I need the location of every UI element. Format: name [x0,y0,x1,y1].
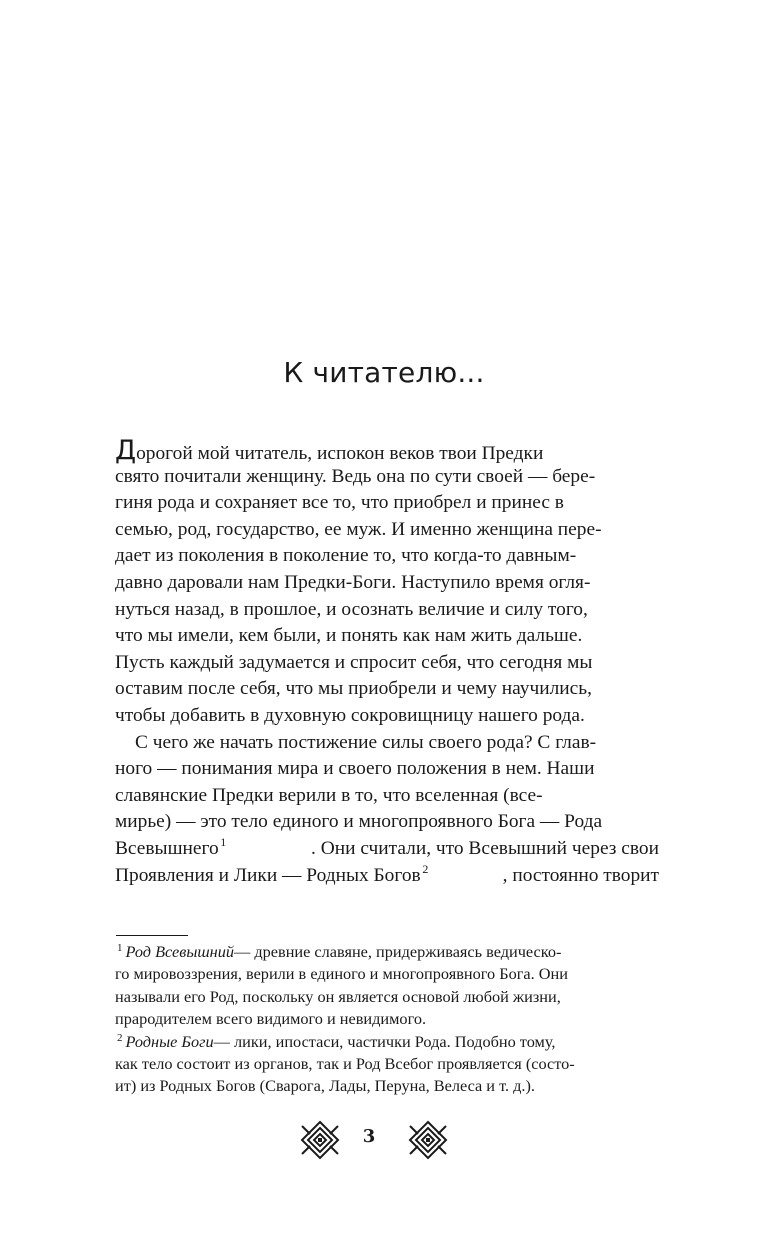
footnote-line: прародителем всего видимого и невидимого. [115,1009,427,1029]
footnotes [115,941,659,1098]
slavic-knot-ornament-icon [298,1118,342,1162]
text-line: свято почитали женщину. Ведь она по сути своей — бере- [115,465,596,487]
text-line: Дорогой мой читатель, испокон веков твои Предки [115,435,544,466]
footnote-2: 2 Родные Боги— лики, ипостаси, частички Рода. Подобно тому, [117,1031,556,1051]
footnote-term: Род Всевышний [125,942,235,961]
footnote-line: ит) из Родных Богов (Сварога, Лады, Перуна, Велеса и т. д.). [115,1076,535,1096]
text-line: С чего же начать постижение силы своего рода? С глав- [135,731,597,753]
text-line: нуться назад, в прошлое, и осознать величие и силу того, [115,598,588,620]
text-line: давно даровали нам Предки-Боги. Наступило время огля- [115,571,591,593]
footnote-1: 1 Род Всевышний— древние славяне, придерживаясь ведическо- [117,942,562,961]
text-line: Проявления и Лики — Родных Богов $^2$ , постоянно творит [115,861,659,886]
footnote-line: го мировоззрения, верили в единого и многопроявного Бога. Они [115,964,568,984]
text-line: славянские Предки верили в то, что вселенная (все- [115,784,543,806]
footnote-term: Родные Боги [125,1031,214,1051]
text-line: что мы имели, кем были, и понять как нам жить дальше. [115,625,583,647]
text-line: дает из поколения в поколение то, что когда-то давным- [115,545,577,567]
text-line: мирье) — это тело единого и многопроявного Бога — Рода [115,811,603,833]
footnote-line: как тело состоит из органов, так и Род Всебог проявляется (состо- [115,1053,575,1073]
page-footer [0,1118,768,1162]
text-line: ного — понимания мира и своего положения в нем. Наши [115,758,595,780]
text-line: гиня рода и сохраняет все то, что приобрел и принес в [115,492,564,514]
footnote-ref-1: 1 [220,834,227,849]
text-line: Всевышнего $^1$ . Они считали, что Всевышний через свои [115,834,659,859]
page-title: К читателю... [283,356,485,389]
text-line: Пусть каждый задумается и спросит себя, что сегодня мы [115,651,593,673]
dropcap: Д [115,435,137,466]
text-line: оставим после себя, что мы приобрели и чему научились, [115,678,592,700]
slavic-knot-ornament-icon [406,1118,450,1162]
footnote-ref-2: 2 [422,861,429,876]
footnote-divider [116,935,188,936]
footnote-line: называли его Род, поскольку он является основой любой жизни, [115,986,561,1006]
text-line: семью, род, государство, ее муж. И именно женщина пере- [115,518,602,540]
body-text [115,437,659,889]
text-line: чтобы добавить в духовную сокровищницу нашего рода. [115,704,585,726]
page-number: 3 [362,1126,376,1147]
